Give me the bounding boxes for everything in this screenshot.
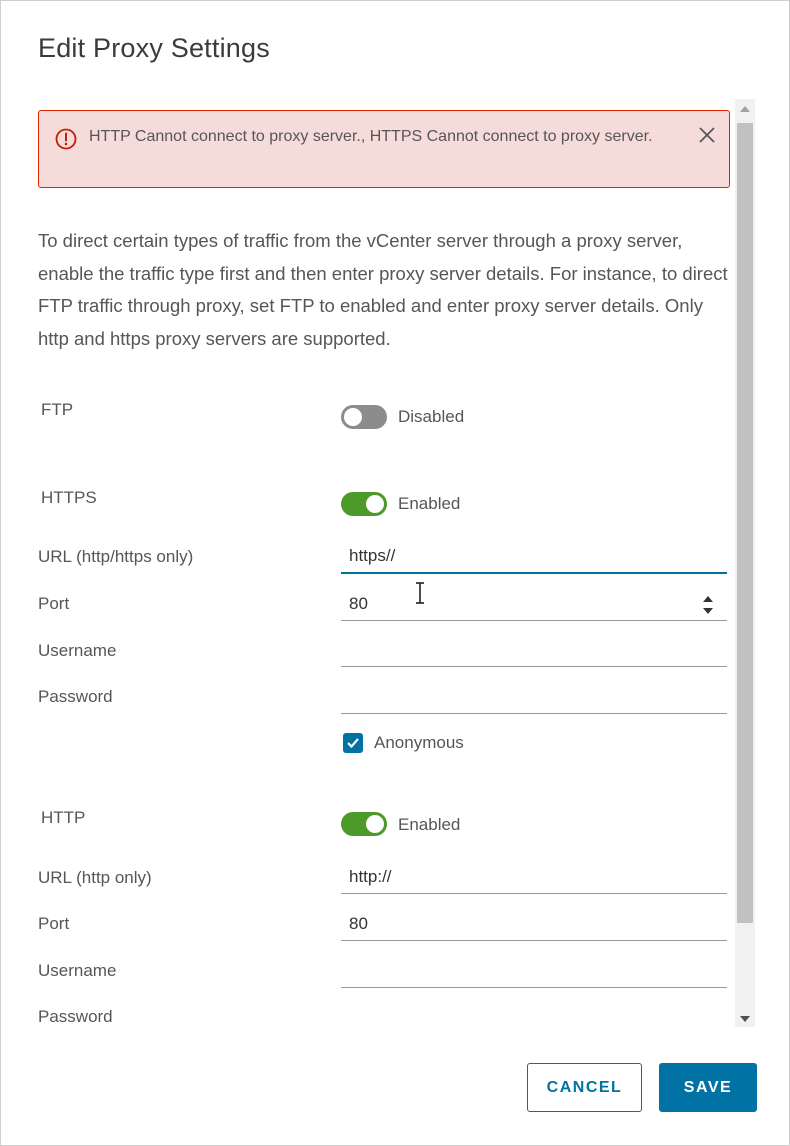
- anonymous-label: Anonymous: [374, 733, 464, 752]
- https-password-input[interactable]: [341, 680, 727, 714]
- https-password-label: Password: [38, 687, 113, 706]
- alert-message: HTTP Cannot connect to proxy server., HTTPS Cannot connect to proxy server.: [89, 128, 653, 145]
- https-url-input[interactable]: [341, 540, 727, 574]
- toggle-knob: [366, 815, 384, 833]
- https-toggle[interactable]: [341, 492, 387, 516]
- close-icon[interactable]: [697, 125, 717, 145]
- http-port-label: Port: [38, 914, 70, 933]
- error-circle-icon: [55, 128, 77, 150]
- ftp-label: FTP: [41, 400, 74, 419]
- port-stepper-icon[interactable]: [701, 592, 715, 618]
- anonymous-checkbox[interactable]: [343, 733, 363, 753]
- http-username-label: Username: [38, 961, 117, 980]
- description-text: To direct certain types of traffic from the vCenter server through a proxy server, enable the traffic type first and then enter proxy server details. For instance, to direct FTP traffic through proxy, set FTP to enabled and enter proxy server details. Only http and https proxy servers are supported.: [38, 230, 728, 349]
- http-label: HTTP: [41, 808, 86, 827]
- checkmark-icon: [346, 736, 360, 750]
- toggle-knob: [344, 408, 362, 426]
- save-button[interactable]: SAVE: [659, 1063, 757, 1112]
- http-port-input[interactable]: [341, 907, 727, 941]
- http-status-label: Enabled: [398, 815, 461, 834]
- https-status-label: Enabled: [398, 494, 461, 513]
- https-label: HTTPS: [41, 488, 97, 507]
- ftp-toggle[interactable]: [341, 405, 387, 429]
- scroll-up-arrow-icon[interactable]: [735, 103, 755, 115]
- http-url-label: URL (http only): [38, 868, 152, 887]
- https-url-label: URL (http/https only): [38, 547, 194, 566]
- dialog-title: Edit Proxy Settings: [38, 33, 270, 63]
- cancel-button[interactable]: CANCEL: [527, 1063, 642, 1112]
- https-port-input[interactable]: [341, 587, 727, 621]
- toggle-knob: [366, 495, 384, 513]
- http-toggle[interactable]: [341, 812, 387, 836]
- http-username-input[interactable]: [341, 954, 727, 988]
- https-username-input[interactable]: [341, 633, 727, 667]
- scroll-down-arrow-icon[interactable]: [735, 1013, 755, 1025]
- http-url-input[interactable]: [341, 860, 727, 894]
- text-cursor-icon: [414, 581, 426, 605]
- https-port-label: Port: [38, 594, 70, 613]
- http-password-label: Password: [38, 1007, 113, 1026]
- scrollbar-thumb[interactable]: [737, 123, 753, 923]
- error-alert: [38, 110, 730, 188]
- https-username-label: Username: [38, 641, 117, 660]
- scrollbar[interactable]: [735, 99, 755, 1027]
- ftp-status-label: Disabled: [398, 407, 465, 426]
